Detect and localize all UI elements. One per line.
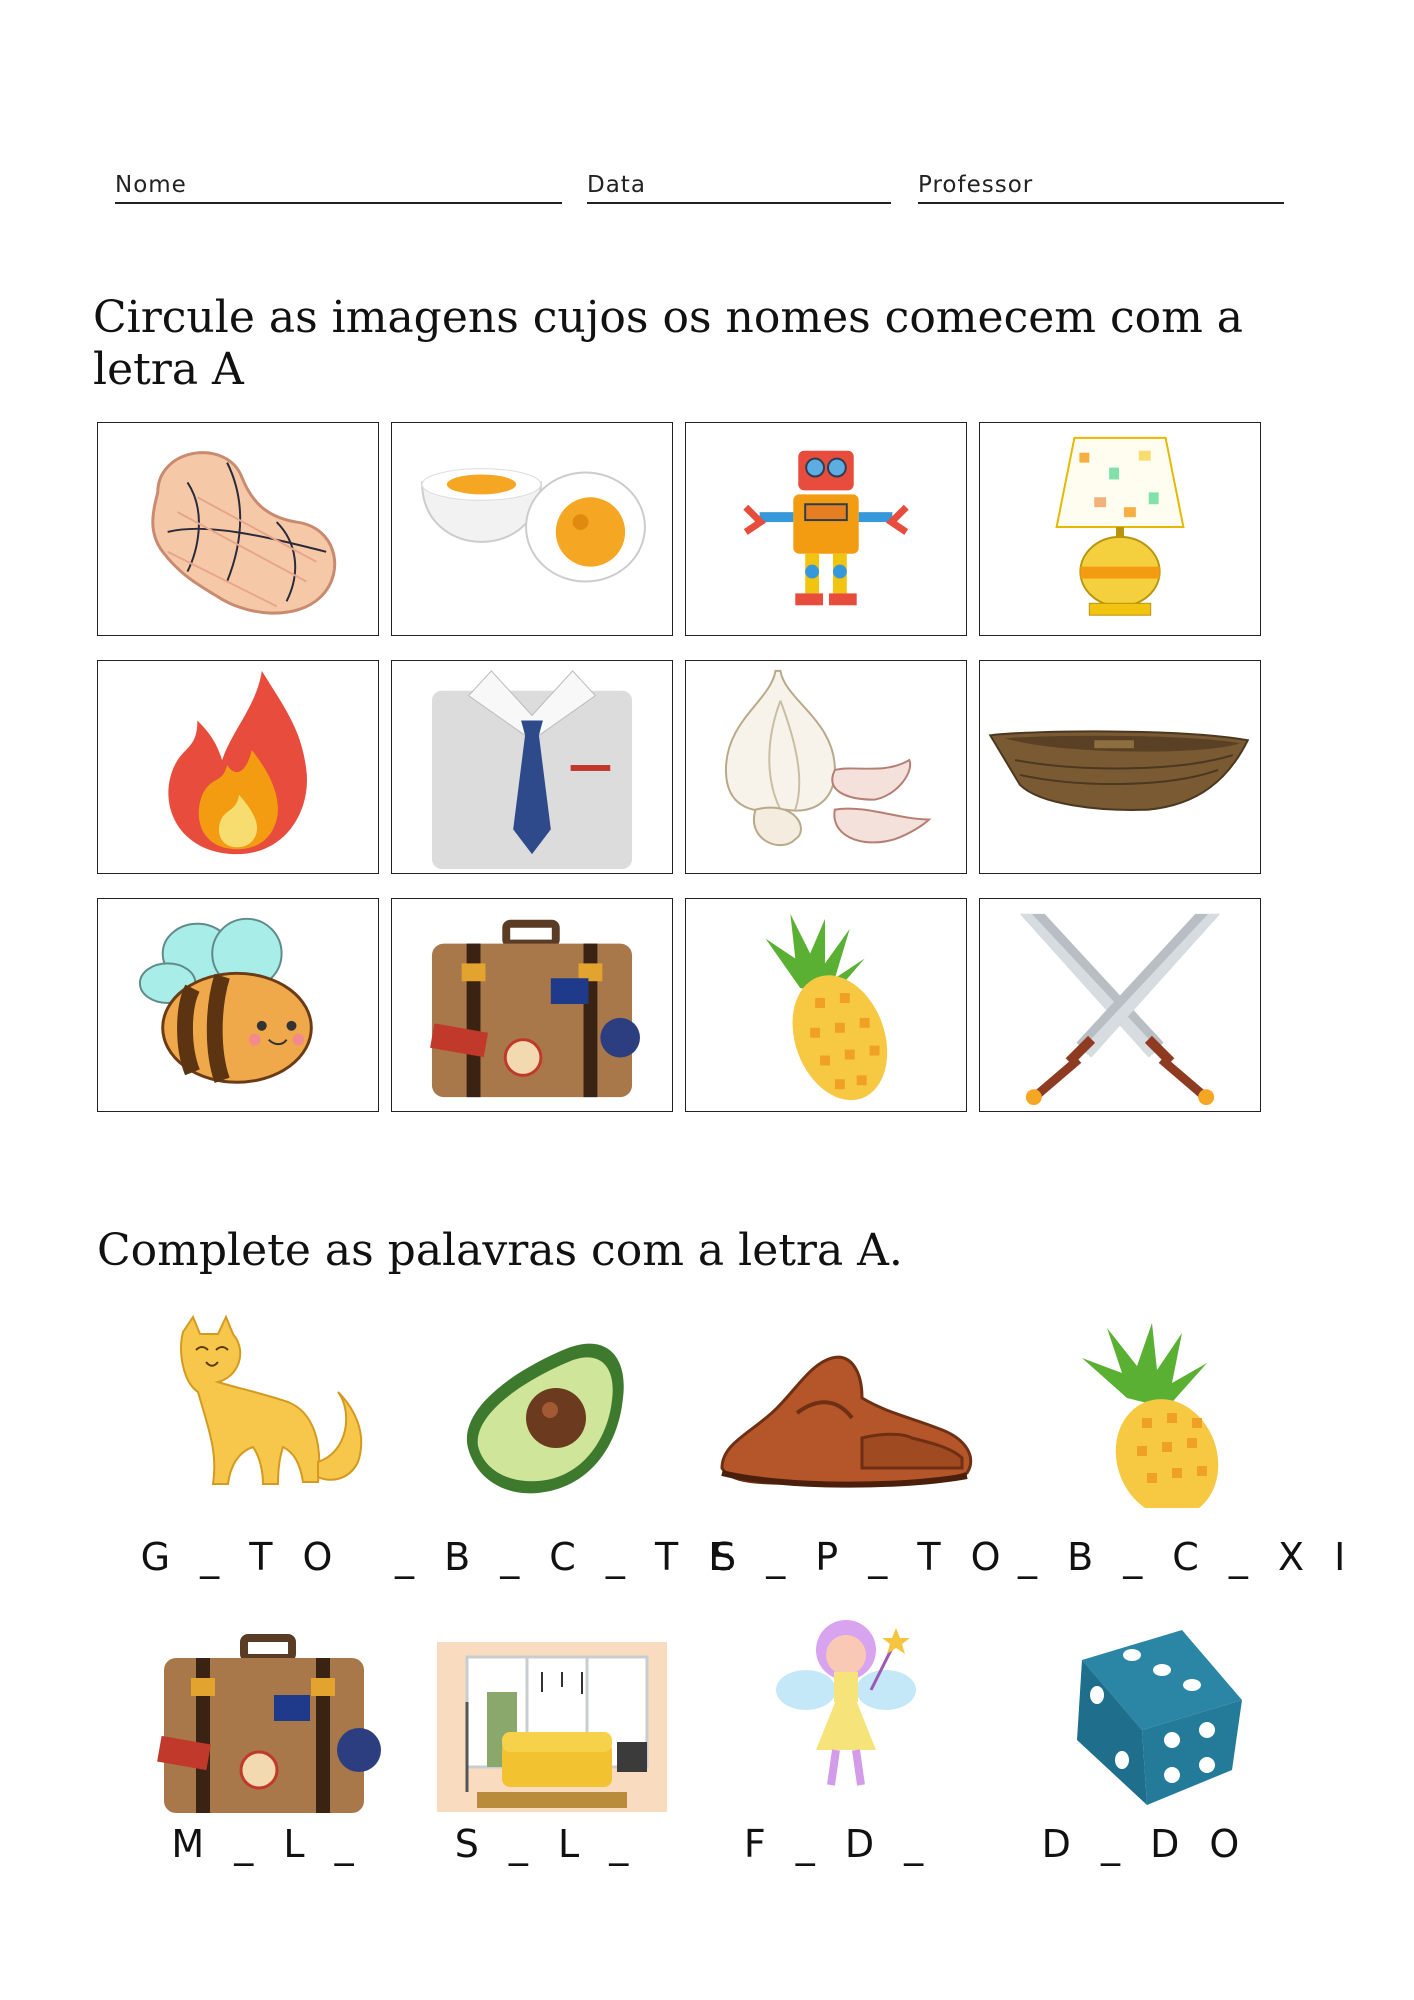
bee-icon <box>98 899 378 1111</box>
teacher-field[interactable] <box>918 164 1284 204</box>
pineapple-icon <box>686 899 966 1111</box>
avocado-icon <box>428 1318 668 1508</box>
word-to-complete[interactable]: F _ D _ <box>743 1822 933 1866</box>
word-to-complete[interactable]: G _ T O <box>140 1535 342 1579</box>
image-cell[interactable] <box>97 422 379 636</box>
image-cell[interactable] <box>979 898 1261 1112</box>
pineapple-icon <box>1042 1318 1282 1508</box>
word-to-complete[interactable]: _ B _ C _ T E <box>395 1535 742 1579</box>
cat-icon <box>138 1312 378 1502</box>
word-picture <box>746 1610 946 1800</box>
exercise2-instruction: Complete as palavras com a letra A. <box>97 1225 903 1276</box>
image-cell[interactable] <box>97 898 379 1112</box>
image-cell[interactable] <box>685 422 967 636</box>
word-to-complete[interactable]: M _ L _ <box>171 1822 363 1866</box>
crossed-swords-icon <box>980 899 1260 1111</box>
word-to-complete[interactable]: _ B _ C _ X I <box>1018 1535 1355 1579</box>
peanut-icon <box>98 423 378 635</box>
robot-icon <box>686 423 966 635</box>
image-cell[interactable] <box>979 422 1261 636</box>
name-label: Nome <box>115 172 187 198</box>
word-to-complete[interactable]: S _ L _ <box>454 1822 638 1866</box>
suitcase-icon <box>392 899 672 1111</box>
word-to-complete[interactable]: D _ D O <box>1041 1822 1249 1866</box>
suitcase-icon <box>154 1630 394 1820</box>
image-cell[interactable] <box>391 898 673 1112</box>
word-picture <box>428 1318 668 1508</box>
shoes-icon <box>702 1318 982 1508</box>
date-label: Data <box>587 172 646 198</box>
boat-icon <box>980 661 1260 873</box>
image-cell[interactable] <box>97 660 379 874</box>
lamp-icon <box>980 423 1260 635</box>
word-picture <box>1052 1620 1262 1810</box>
garlic-icon <box>686 661 966 873</box>
image-cell[interactable] <box>391 422 673 636</box>
name-field[interactable] <box>115 164 562 204</box>
image-cell[interactable] <box>979 660 1261 874</box>
living-room-icon <box>432 1632 672 1822</box>
word-picture <box>138 1312 378 1502</box>
exercise1-image-grid <box>97 422 1261 1122</box>
word-picture <box>702 1318 982 1508</box>
fairy-icon <box>746 1610 946 1800</box>
image-cell[interactable] <box>391 660 673 874</box>
date-field[interactable] <box>587 164 891 204</box>
word-to-complete[interactable]: S _ P _ T O <box>712 1535 1010 1579</box>
image-cell[interactable] <box>685 660 967 874</box>
word-picture <box>154 1630 394 1820</box>
shirt-tie-icon <box>392 661 672 873</box>
word-picture <box>432 1632 672 1822</box>
teacher-label: Professor <box>918 172 1034 198</box>
boiled-egg-icon <box>392 423 672 635</box>
word-picture <box>1042 1318 1282 1508</box>
fire-icon <box>98 661 378 873</box>
exercise1-instruction: Circule as imagens cujos os nomes comecem com a letra A <box>93 292 1244 395</box>
dice-icon <box>1052 1620 1262 1810</box>
image-cell[interactable] <box>685 898 967 1112</box>
